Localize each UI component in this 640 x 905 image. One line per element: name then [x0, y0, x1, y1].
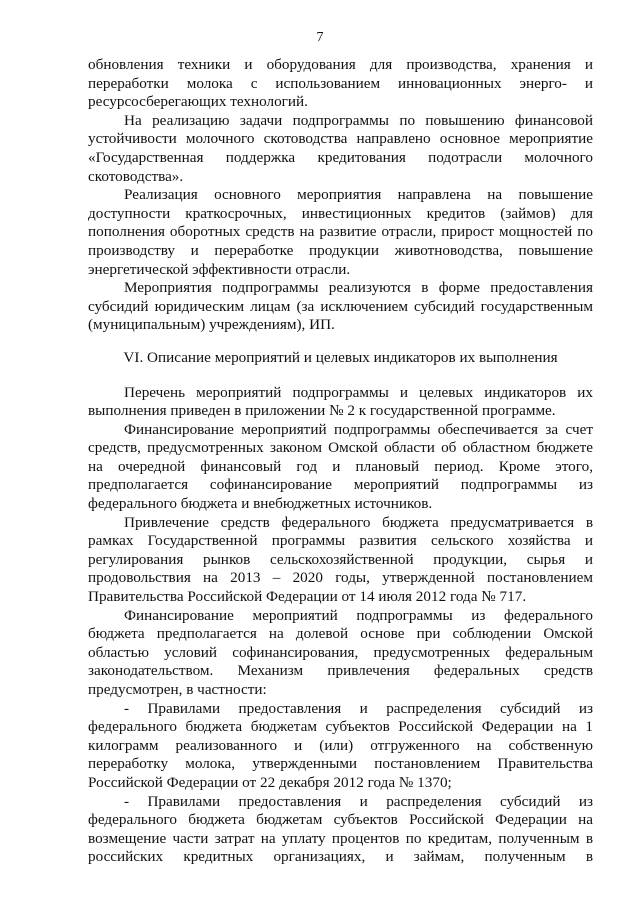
- document-body: [88, 56, 593, 867]
- list-item-2: - Правилами предоставления и распределения субсидий из федерального бюджета бюджетам субъектов Российской Федерации на возмещение части затрат на уплату процентов по кредитам, полученным в российских кредитных организациях, и займам, полученным в: [88, 792, 593, 866]
- paragraph-2: На реализацию задачи подпрограммы по повышению финансовой устойчивости молочного скотоводства направлено основное мероприятие «Государственная поддержка кредитования подотрасли молочного скотоводства».: [88, 111, 593, 185]
- paragraph-3: Реализация основного мероприятия направлена на повышение доступности краткосрочных, инвестиционных кредитов (займов) для пополнения оборотных средств на развитие отрасли, прирост мощностей по производству и переработке продукции животноводства, повышение энергетической эффективности отрасли.: [88, 186, 593, 278]
- paragraph-7: Привлечение средств федерального бюджета предусматривается в рамках Государственной программы развития сельского хозяйства и регулирования рынков сельскохозяйственной продукции, сырья и продовольствия на 2013 – 2020 годы, утвержденной постановлением Правительства Российской Федерации от 14 июля 2012 года № 717.: [88, 513, 593, 606]
- paragraph-1: обновления техники и оборудования для производства, хранения и переработки молока с использованием инновационных энерго- и ресурсосберегающих технологий.: [88, 56, 593, 111]
- paragraph-6: Финансирование мероприятий подпрограммы обеспечивается за счет средств, предусмотренных законом Омской области об областном бюджете на очередной финансовый год и плановый период. Кроме этого, предполагается софинансирование мероприятий подпрограммы из федерального бюджета и внебюджетных источников.: [88, 420, 593, 513]
- section-heading: VI. Описание мероприятий и целевых индикаторов их выполнения: [123, 348, 558, 366]
- paragraph-8: Финансирование мероприятий подпрограммы из федерального бюджета предполагается на долевой основе при соблюдении Омской областью условий софинансирования, предусмотренных федеральным законодательством. Механизм привлечения федеральных средств предусмотрен, в частности:: [88, 606, 593, 698]
- paragraph-4: Мероприятия подпрограммы реализуются в форме предоставления субсидий юридическим лицам (за исключением субсидий государственным (муниципальным) учреждениям), ИП.: [88, 279, 593, 334]
- list-item-1: - Правилами предоставления и распределения субсидий из федерального бюджета бюджетам субъектов Российской Федерации на 1 килограмм реализованного и (или) отгруженного на собственную переработку молока, утвержденными постановлением Правительства Российской Федерации от 22 декабря 2012 года № 1370;: [88, 699, 593, 791]
- paragraph-5: Перечень мероприятий подпрограммы и целевых индикаторов их выполнения приведен в приложении № 2 к государственной программе.: [88, 383, 593, 420]
- page-number: 7: [316, 30, 324, 45]
